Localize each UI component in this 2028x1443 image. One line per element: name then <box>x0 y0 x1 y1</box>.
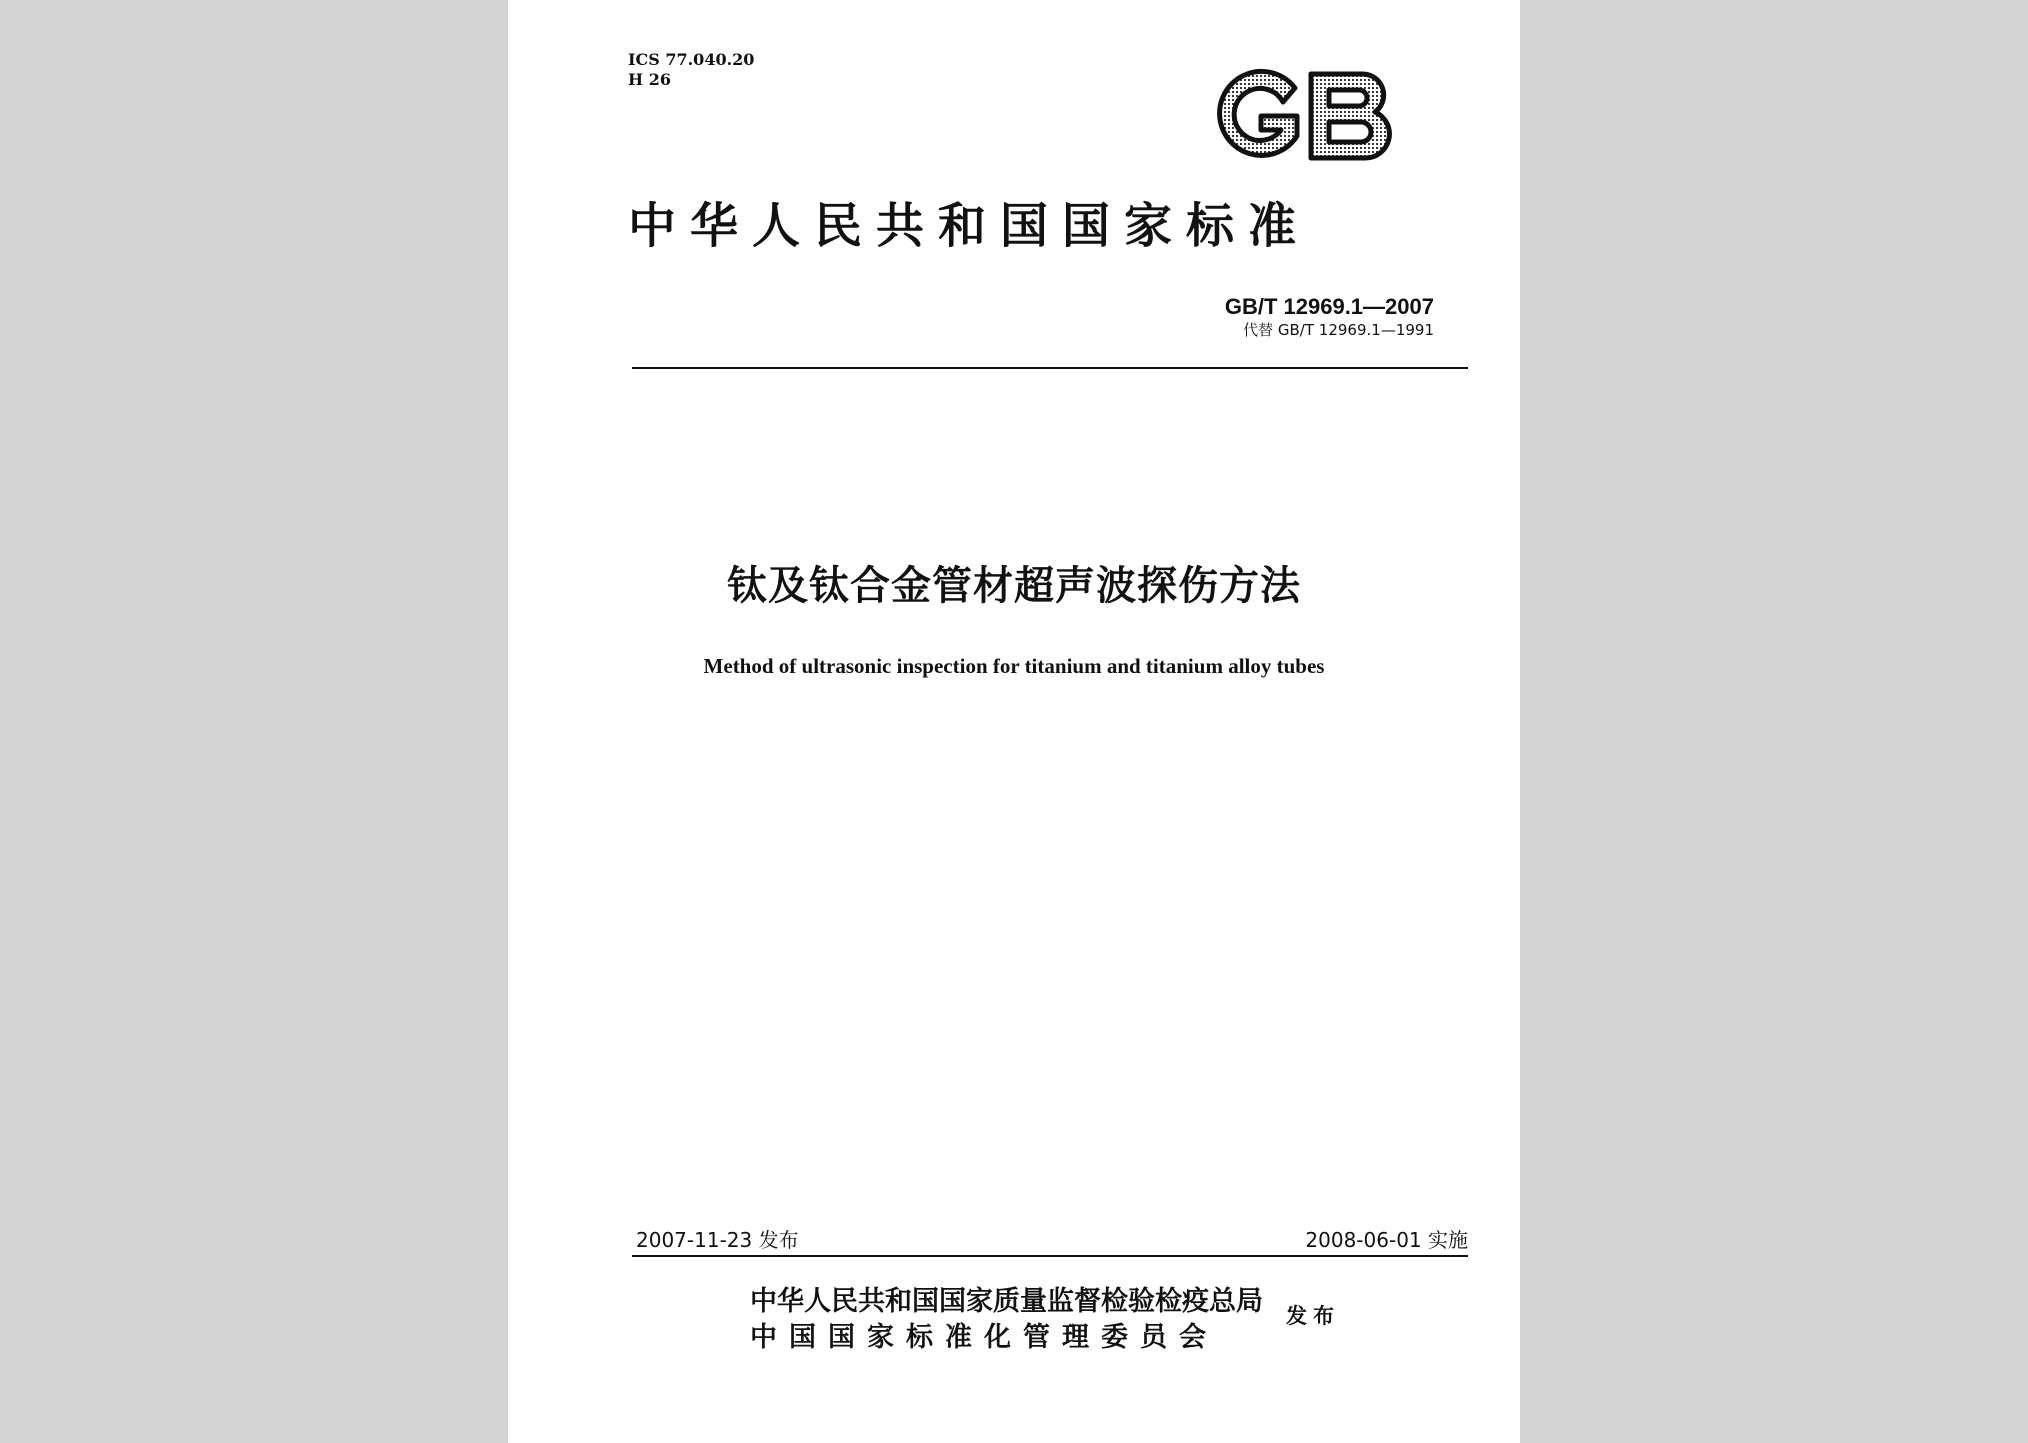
gb-logo-graphic <box>1203 66 1403 166</box>
issuer-aqsiq: 中华人民共和国国家质量监督检验检疫总局 <box>750 1286 1263 1317</box>
bottom-divider <box>632 1255 1468 1257</box>
document-title-chinese: 钛及钛合金管材超声波探伤方法 <box>727 563 1301 609</box>
gb-logo <box>1203 66 1403 166</box>
org-header-title: 中华人民共和国国家标准 <box>628 198 1311 254</box>
implementation-date: 2008-06-01 实施 <box>1305 1228 1468 1252</box>
top-divider <box>632 367 1468 369</box>
document-title-english: Method of ultrasonic inspection for titanium and titanium alloy tubes <box>703 654 1325 678</box>
document-page <box>508 0 1520 1443</box>
issuer-sac: 中国国家标准化管理委员会 <box>750 1322 1218 1353</box>
issue-date: 2007-11-23 发布 <box>636 1228 799 1252</box>
standard-code: GB/T 12969.1—2007 <box>1224 294 1434 319</box>
publish-label: 发布 <box>1286 1304 1340 1328</box>
replaces-standard: 代替 GB/T 12969.1—1991 <box>1243 321 1434 339</box>
ccs-code: H 26 <box>628 70 671 89</box>
ics-code: ICS 77.040.20 <box>628 50 755 69</box>
